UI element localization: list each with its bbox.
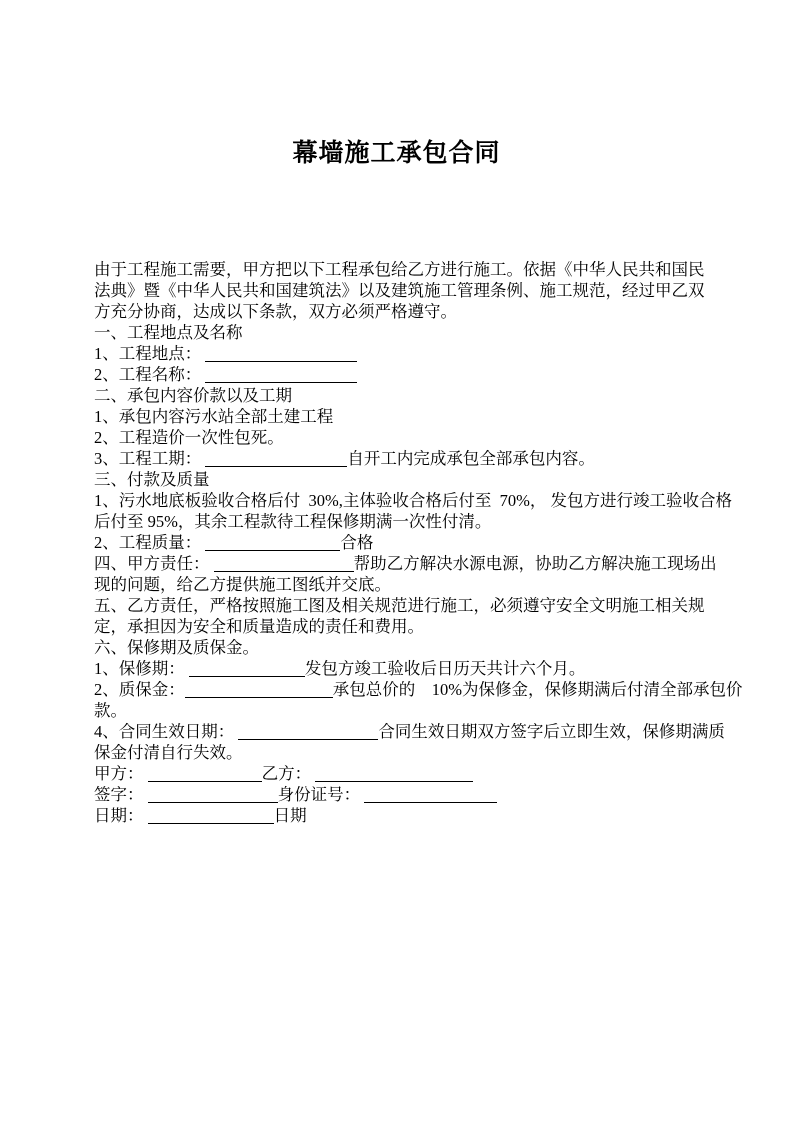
document-line <box>94 427 726 448</box>
document-line <box>94 595 726 616</box>
line-text: 发包方竣工验收后日历天共计六个月。 <box>304 659 586 678</box>
document-line <box>94 721 726 742</box>
blank-underline-field <box>148 808 274 824</box>
line-text: 六、保修期及质保金。 <box>94 638 259 657</box>
line-text: 二、承包内容价款以及工期 <box>94 386 292 405</box>
line-text: 法典》暨《中华人民共和国建筑法》以及建筑施工管理条例、施工规范，经过甲乙双 <box>94 281 705 300</box>
line-text: 四、甲方责任： <box>94 554 214 573</box>
document-line <box>94 658 726 679</box>
line-text: 签字： <box>94 785 148 804</box>
line-text: 4、合同生效日期： <box>94 722 239 741</box>
blank-underline-field <box>205 367 357 383</box>
line-text: 一、工程地点及名称 <box>94 323 243 342</box>
line-text: 自开工内完成承包全部承包内容。 <box>347 449 595 468</box>
document-line <box>94 700 726 721</box>
blank-underline-field <box>364 787 497 803</box>
line-text: 1、保修期： <box>94 659 189 678</box>
line-text: 合格 <box>340 533 374 552</box>
line-text: 2、工程造价一次性包死。 <box>94 428 284 447</box>
document-line <box>94 532 726 553</box>
blank-underline-field <box>148 787 278 803</box>
line-text: 身份证号： <box>277 785 365 804</box>
document-line <box>94 448 726 469</box>
line-text: 三、付款及质量 <box>94 470 210 489</box>
document-lines <box>94 259 743 826</box>
document-title: 幕墙施工承包合同 <box>292 138 501 167</box>
line-text: 1、污水地底板验收合格后付 30%,主体验收合格后付至 70%， 发包方进行竣工验收合格 <box>94 491 732 510</box>
blank-underline-field <box>315 766 473 782</box>
line-text: 甲方： <box>94 764 148 783</box>
document-line <box>94 364 726 385</box>
line-text: 五、乙方责任，严格按照施工图及相关规范进行施工，必须遵守安全文明施工相关规 <box>94 596 705 615</box>
document-line <box>94 763 726 784</box>
line-text: 1、承包内容污水站全部土建工程 <box>94 407 334 426</box>
blank-underline-field <box>185 682 333 698</box>
blank-underline-field <box>205 451 347 467</box>
document-line <box>94 805 726 826</box>
document-line <box>94 679 743 700</box>
document-line <box>94 742 726 763</box>
document-line <box>94 301 726 322</box>
line-text: 帮助乙方解决水源电源，协助乙方解决施工现场出 <box>353 554 717 573</box>
line-text: 日期 <box>273 806 307 825</box>
line-text: 乙方： <box>261 764 316 783</box>
line-text: 2、质保金： <box>94 680 185 699</box>
document-line <box>94 322 726 343</box>
line-text: 款。 <box>94 701 127 720</box>
document-line <box>94 469 726 490</box>
line-text: 后付至 95%，其余工程款待工程保修期满一次性付清。 <box>94 512 492 531</box>
document-line <box>94 280 726 301</box>
blank-underline-field <box>148 766 262 782</box>
line-text: 3、工程工期： <box>94 449 206 468</box>
document-line <box>94 784 726 805</box>
line-text: 方充分协商，达成以下条款，双方必须严格遵守。 <box>94 302 457 321</box>
document-line <box>94 511 726 532</box>
line-text: 保金付清自行失效。 <box>94 743 243 762</box>
blank-underline-field <box>205 346 357 362</box>
document-line <box>94 259 726 280</box>
line-text: 承包总价的 10%为保修金，保修期满后付清全部承包价 <box>332 680 743 699</box>
line-text: 1、工程地点： <box>94 344 206 363</box>
line-text: 2、工程名称： <box>94 365 206 384</box>
blank-underline-field <box>214 556 354 572</box>
document-line <box>94 574 726 595</box>
line-text: 定，承担因为安全和质量造成的责任和费用。 <box>94 617 424 636</box>
document-line <box>94 385 726 406</box>
line-text: 2、工程质量： <box>94 533 206 552</box>
line-text: 现的问题，给乙方提供施工图纸并交底。 <box>94 575 391 594</box>
document-line <box>94 637 726 658</box>
blank-underline-field <box>238 724 378 740</box>
line-text: 合同生效日期双方签字后立即生效，保修期满质 <box>378 722 725 741</box>
document-line <box>94 343 726 364</box>
document-line <box>94 490 732 511</box>
document-line <box>94 616 726 637</box>
line-text: 日期： <box>94 806 148 825</box>
line-text: 由于工程施工需要，甲方把以下工程承包给乙方进行施工。依据《中华人民共和国民 <box>94 260 705 279</box>
blank-underline-field <box>205 535 340 551</box>
document-line <box>94 406 726 427</box>
document-line <box>94 553 726 574</box>
blank-underline-field <box>189 661 305 677</box>
